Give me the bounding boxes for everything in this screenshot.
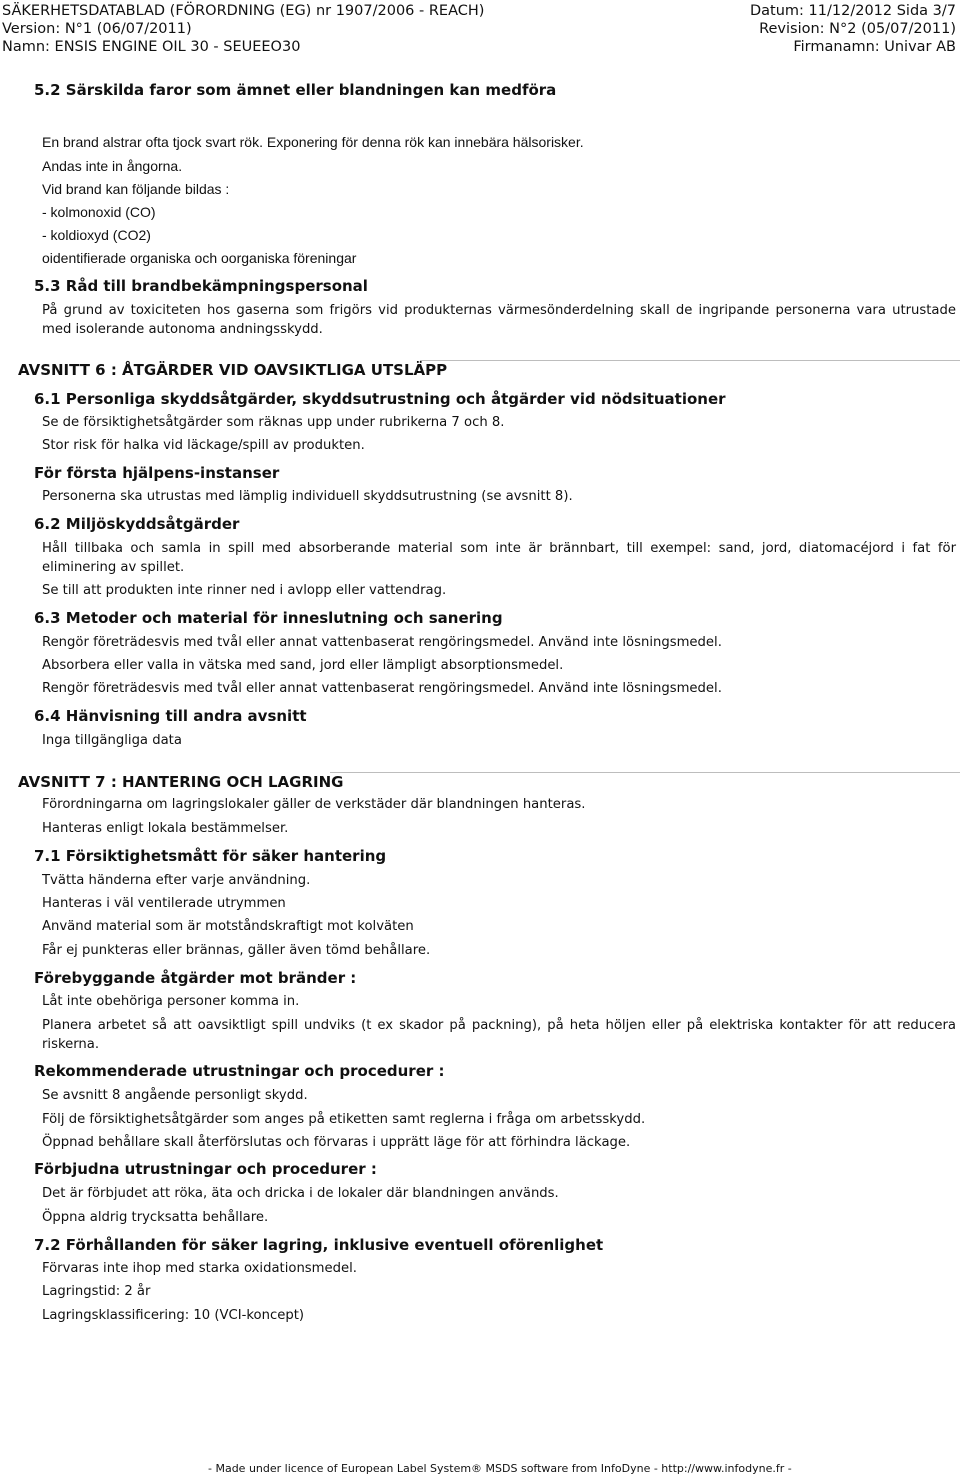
section-7-title: AVSNITT 7 : HANTERING OCH LAGRING [18, 773, 344, 791]
text-line: Se avsnitt 8 angående personligt skydd. [42, 1088, 308, 1103]
text-line: Använd material som är motståndskraftigt mot kolväten [42, 919, 414, 934]
first-aid-title: För första hjälpens-instanser [34, 464, 280, 482]
section-divider [330, 772, 960, 773]
text-line: Det är förbjudet att röka, äta och dricka i de lokaler där blandningen används. [42, 1186, 559, 1201]
text-line: Rengör företrädesvis med tvål eller annat vattenbaserat rengöringsmedel. Använd inte lösningsmedel. [42, 681, 722, 696]
paragraph: Planera arbetet så att oavsiktligt spill undviks (t ex skador på packning), på heta höljen eller på elektriska kontakter för att reducera riskerna. [42, 1018, 956, 1052]
product-name: Namn: ENSIS ENGINE OIL 30 - SEUEEO30 [2, 39, 301, 55]
section-divider [420, 360, 960, 361]
text-line: Förvaras inte ihop med starka oxidationsmedel. [42, 1261, 357, 1276]
text-line: Hanteras i väl ventilerade utrymmen [42, 896, 286, 911]
paragraph: På grund av toxiciteten hos gaserna som frigörs vid produkternas värmesönderdelning skall de ingripande personerna vara utrustade med isolerande autonoma andningsskydd. [42, 303, 956, 337]
revision-label: Revision: N°2 (05/07/2011) [759, 21, 956, 37]
text-line: Öppna aldrig trycksatta behållare. [42, 1210, 269, 1225]
section-6-3-title: 6.3 Metoder och material för inneslutning och sanering [34, 609, 503, 627]
page-header [0, 0, 960, 60]
section-6-2-title: 6.2 Miljöskyddsåtgärder [34, 515, 240, 533]
document-title: SÄKERHETSDATABLAD (FÖRORDNING (EG) nr 1907/2006 - REACH) [2, 3, 485, 19]
text-line: Se till att produkten inte rinner ned i avlopp eller vattendrag. [42, 583, 447, 598]
text-line: Absorbera eller valla in vätska med sand, jord eller lämpligt absorptionsmedel. [42, 658, 564, 673]
section-7-1-title: 7.1 Försiktighetsmått för säker hantering [34, 847, 387, 865]
version-label: Version: N°1 (06/07/2011) [2, 21, 192, 37]
text-line: Lagringstid: 2 år [42, 1284, 151, 1299]
fire-prevention-title: Förebyggande åtgärder mot bränder : [34, 969, 357, 987]
text-line: Lagringsklassificering: 10 (VCI-koncept) [42, 1308, 305, 1323]
forbidden-procedures-title: Förbjudna utrustningar och procedurer : [34, 1160, 377, 1178]
recommended-procedures-title: Rekommenderade utrustningar och procedurer : [34, 1062, 445, 1080]
text-line: Följ de försiktighetsåtgärder som anges på etiketten samt reglerna i fråga om arbetsskydd. [42, 1112, 646, 1127]
section-7-2-title: 7.2 Förhållanden för säker lagring, inklusive eventuell oförenlighet [34, 1236, 604, 1254]
section-5-3-title: 5.3 Råd till brandbekämpningspersonal [34, 277, 368, 295]
company-label: Firmanamn: Univar AB [793, 39, 956, 55]
page-footer: - Made under licence of European Label System® MSDS software from InfoDyne - http://www.infodyne.fr - [208, 1462, 792, 1475]
section-5-2-title: 5.2 Särskilda faror som ämnet eller blandningen kan medföra [34, 81, 557, 99]
date-page-label: Datum: 11/12/2012 Sida 3/7 [750, 3, 956, 19]
text-line: - kolmonoxid (CO) [42, 204, 156, 220]
text-line: Vid brand kan följande bildas : [42, 181, 230, 197]
section-6-1-title: 6.1 Personliga skyddsåtgärder, skyddsutrustning och åtgärder vid nödsituationer [34, 390, 726, 408]
paragraph: Håll tillbaka och samla in spill med absorberande material som inte är brännbart, till exempel: sand, jord, diatomacéjord i fat för eliminering av spillet. [42, 541, 956, 575]
text-line: Öppnad behållare skall återförslutas och förvaras i upprätt läge för att förhindra läckage. [42, 1135, 631, 1150]
text-line: Se de försiktighetsåtgärder som räknas upp under rubrikerna 7 och 8. [42, 415, 505, 430]
text-line: Rengör företrädesvis med tvål eller annat vattenbaserat rengöringsmedel. Använd inte lösningsmedel. [42, 635, 722, 650]
text-line: Hanteras enligt lokala bestämmelser. [42, 821, 289, 836]
text-line: Låt inte obehöriga personer komma in. [42, 994, 300, 1009]
text-line: Får ej punkteras eller brännas, gäller även tömd behållare. [42, 943, 431, 958]
text-line: Personerna ska utrustas med lämplig individuell skyddsutrustning (se avsnitt 8). [42, 489, 573, 504]
text-line: Andas inte in ångorna. [42, 158, 183, 174]
text-line: Förordningarna om lagringslokaler gäller de verkstäder där blandningen hanteras. [42, 797, 586, 812]
text-line: - koldioxyd (CO2) [42, 227, 151, 243]
text-line: Stor risk för halka vid läckage/spill av produkten. [42, 438, 365, 453]
text-line: oidentifierade organiska och oorganiska föreningar [42, 250, 357, 266]
text-line: Tvätta händerna efter varje användning. [42, 873, 311, 888]
section-6-4-title: 6.4 Hänvisning till andra avsnitt [34, 707, 307, 725]
section-6-title: AVSNITT 6 : ÅTGÄRDER VID OAVSIKTLIGA UTSLÄPP [18, 361, 448, 379]
text-line: Inga tillgängliga data [42, 733, 182, 748]
text-line: En brand alstrar ofta tjock svart rök. Exponering för denna rök kan innebära hälsorisker. [42, 134, 584, 150]
